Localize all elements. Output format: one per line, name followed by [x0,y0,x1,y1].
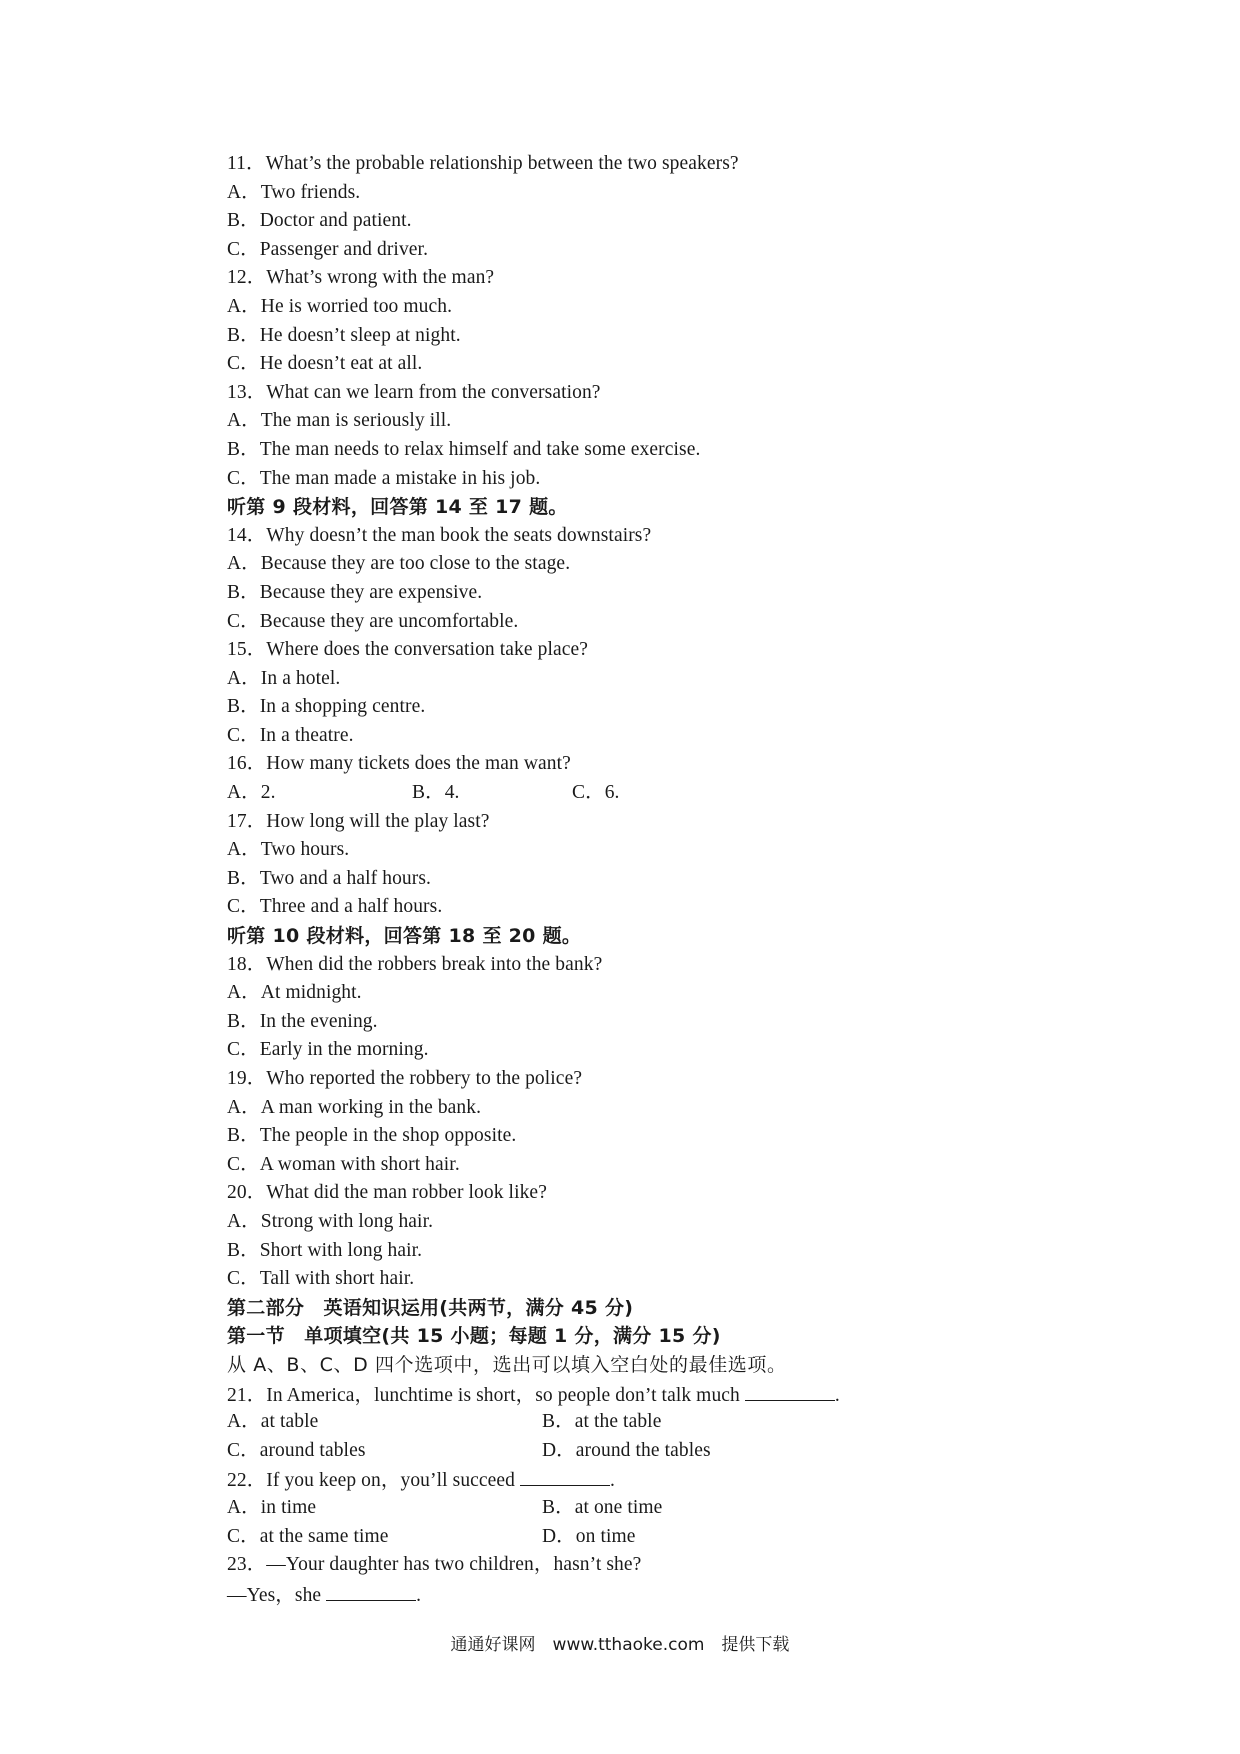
question-21-stem-end: . [834,1384,840,1406]
section-10-heading: 听第 10 段材料，回答第 18 至 20 题。 [227,925,582,948]
question-13-option-b: B．The man needs to relax himself and take some exercise. [227,438,701,460]
answer-blank [520,1465,610,1486]
question-15-option-b: B．In a shopping centre. [227,696,426,718]
answer-blank [326,1580,416,1601]
question-12-stem: 12．What’s wrong with the man? [227,267,495,289]
question-11-stem: 11．What’s the probable relationship between the two speakers? [227,153,739,174]
section-9-heading: 听第 9 段材料，回答第 14 至 17 题。 [227,496,568,519]
part-2-title: 第二部分 英语知识运用(共两节，满分 45 分) [227,1296,634,1319]
question-22-option-b: B．at one time [542,1496,663,1518]
question-21-option-b: B．at the table [542,1411,662,1433]
question-22-options-row-1 [227,1494,1027,1523]
question-14-stem: 14．Why doesn’t the man book the seats downstairs? [227,524,652,546]
question-11-option-c: C．Passenger and driver. [227,238,429,260]
question-21-option-a: A．at table [227,1411,319,1433]
question-18-option-a: A．At midnight. [227,982,362,1004]
question-21-options-row-2 [227,1437,1027,1466]
question-16-stem: 16．How many tickets does the man want? [227,753,571,775]
question-16-option-a: A．2. [227,782,276,804]
question-17-option-c: C．Three and a half hours. [227,896,443,918]
question-22-stem-text: 22．If you keep on，you’ll succeed [227,1470,521,1492]
question-20-option-c: C．Tall with short hair. [227,1268,415,1290]
question-14-option-c: C．Because they are uncomfortable. [227,610,519,632]
question-17-option-b: B．Two and a half hours. [227,867,432,889]
question-22-option-d: D．on time [542,1525,636,1547]
question-17-option-a: A．Two hours. [227,839,350,861]
question-23-reply [227,1580,1027,1609]
question-14-option-b: B．Because they are expensive. [227,581,483,603]
question-16-options [227,779,1027,808]
question-22-option-c: C．at the same time [227,1525,389,1547]
question-21-stem-text: 21．In America，lunchtime is short，so people don’t talk much [227,1384,745,1406]
question-15-stem: 15．Where does the conversation take place? [227,639,588,661]
question-22-stem-end: . [610,1470,615,1492]
question-23-stem: 23．—Your daughter has two children，hasn’t she? [227,1554,642,1576]
question-11-option-b: B．Doctor and patient. [227,210,412,232]
question-12-option-b: B．He doesn’t sleep at night. [227,324,461,346]
question-18-stem: 18．When did the robbers break into the bank? [227,953,603,975]
question-21-option-c: C．around tables [227,1439,366,1461]
part-2-instruction: 从 A、B、C、D 四个选项中，选出可以填入空白处的最佳选项。 [227,1353,787,1376]
question-16-option-c: C．6. [572,782,620,804]
question-19-option-c: C．A woman with short hair. [227,1153,460,1175]
exam-page [227,150,1027,1608]
question-21-options-row-1 [227,1408,1027,1437]
question-12-option-a: A．He is worried too much. [227,295,453,317]
question-20-stem: 20．What did the man robber look like? [227,1182,547,1204]
question-20-option-a: A．Strong with long hair. [227,1210,434,1232]
question-16-option-b: B．4. [412,782,460,804]
question-23-reply-text: —Yes，she [227,1584,327,1606]
question-22-option-a: A．in time [227,1496,317,1518]
question-12-option-c: C．He doesn’t eat at all. [227,353,423,375]
question-13-option-c: C．The man made a mistake in his job. [227,467,541,489]
question-18-option-c: C．Early in the morning. [227,1039,429,1061]
question-21-option-d: D．around the tables [542,1439,711,1461]
question-18-option-b: B．In the evening. [227,1010,378,1032]
question-23-reply-end: . [416,1584,422,1606]
question-13-stem: 13．What can we learn from the conversation? [227,381,601,403]
question-11-option-a: A．Two friends. [227,181,361,203]
question-17-stem: 17．How long will the play last? [227,810,490,832]
answer-blank [745,1380,835,1401]
question-22-stem [227,1465,1027,1494]
question-19-option-b: B．The people in the shop opposite. [227,1125,517,1147]
question-19-option-a: A．A man working in the bank. [227,1096,482,1118]
question-14-option-a: A．Because they are too close to the stage. [227,553,571,575]
question-20-option-b: B．Short with long hair. [227,1239,423,1261]
question-13-option-a: A．The man is seriously ill. [227,410,452,432]
question-19-stem: 19．Who reported the robbery to the police? [227,1068,583,1089]
question-15-option-c: C．In a theatre. [227,724,354,746]
part-2-section-1-title: 第一节 单项填空(共 15 小题；每题 1 分，满分 15 分) [227,1325,721,1348]
question-22-options-row-2 [227,1523,1027,1552]
question-21-stem [227,1380,1027,1409]
question-15-option-a: A．In a hotel. [227,667,341,689]
page-footer: 通通好课网 www.tthaoke.com 提供下载 [450,1635,790,1655]
